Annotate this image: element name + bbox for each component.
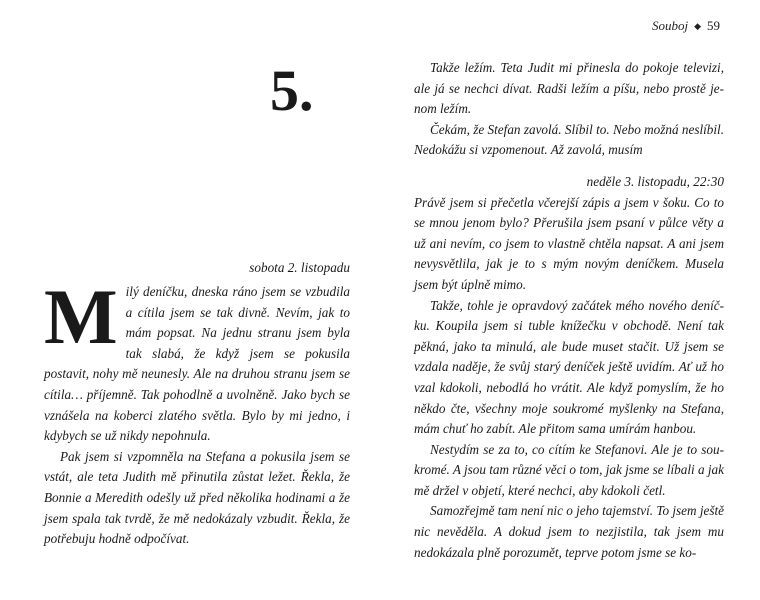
right-paragraph-6: Samozřejmě tam není nic o jeho tajemství. To jsem ještě nic nevěděla. A dokud jsem to nezjistila, tak jsem mu nedokázala plně porozumět, teprve potom jsme se ko- xyxy=(414,503,724,560)
diary-date-right: neděle 3. listopadu, 22:30 xyxy=(586,173,724,189)
left-paragraph-2: Pak jsem si vzpomněla na Stefana a pokusila jsem se vstát, ale teta Judith mě přinutila zůstat ležet. Řekla, že Bonnie a Meredith odešly už před několika hodinami a že jsem spala tak tvrdě, že mě nedokázaly vzbudit. Řekla, že potřebuju hodně odpočívat. xyxy=(44,448,350,547)
right-page-text xyxy=(414,58,724,563)
right-paragraph-5: Nestydím se za to, co cítím ke Stefanovi. Ale je to soukromé. A jsou tam různé věci o tom, jak jsme se líbali a jak mě držel v objetí, které nechci, aby kdokoli četl. xyxy=(414,441,724,498)
diary-date-left: sobota 2. listopadu xyxy=(249,260,350,275)
right-page xyxy=(380,0,760,600)
running-head xyxy=(652,18,720,34)
right-paragraph-4: Takže, tohle je opravdový začátek mého nového deníčku. Koupila jsem si tuble knížečku v obchodě. Není tak pěkná, jako ta minulá, ale bude muset stačit. Už jsem se vzdala naděje, že svůj starý deníček ještě uvidím. Ať už ho vzal kdokoli, nebodlá ho vrátit. Ale když pomyslím, že ho někdo čte, všechny moje soukromé myšlenky na Stefana, mám chuť ho zabít. Ale přitom sama umírám hanbou. xyxy=(414,297,724,437)
running-head-title: Souboj xyxy=(651,18,689,33)
diamond-separator-icon: ◆ xyxy=(694,21,701,31)
right-paragraph-3: Právě jsem si přečetla včerejší zápis a jsem v šoku. Co to se mnou jenom bylo? Přerušila jsem psaní v půlce věty a už ani nevím, co jsem to vlastně chtěla napsat. A ani jsem nevysvětlila, jak je to s mým novým deníčkem. Musela jsem být úplně mimo. xyxy=(414,194,724,292)
right-paragraph-2: Čekám, že Stefan zavolá. Slíbil to. Nebo možná neslíbil. Nedokážu si vzpomenout. Až zavolá, musím xyxy=(414,121,724,158)
right-paragraph-1: Takže ležím. Teta Judit mi přinesla do pokoje televizi, ale já se nechci dívat. Radši ležím a píšu, nebo prostě jenom ležím. xyxy=(414,60,724,117)
drop-cap: M xyxy=(44,273,118,360)
left-paragraph-1 xyxy=(44,273,350,447)
left-page-text xyxy=(44,273,350,550)
chapter-number: 5. xyxy=(270,58,314,123)
page-number: 59 xyxy=(707,18,720,33)
left-paragraph-1-text: ilý deníčku, dneska ráno jsem se vzbudila a cítila jsem se tak divně. Nevím, jak to mám popsat. Na jednu stranu jsem byla tak slabá, že když jsem se pokusila postavit, nohy mě neunesly. Ale na druhou stranu jsem se cítila… příjemně. Tak pohodlně a uvolněně. Jako bych se vznášela na koberci zlatého světla. Bylo by mi jedno, i kdybych se už nikdy nepohnula. xyxy=(44,284,350,444)
